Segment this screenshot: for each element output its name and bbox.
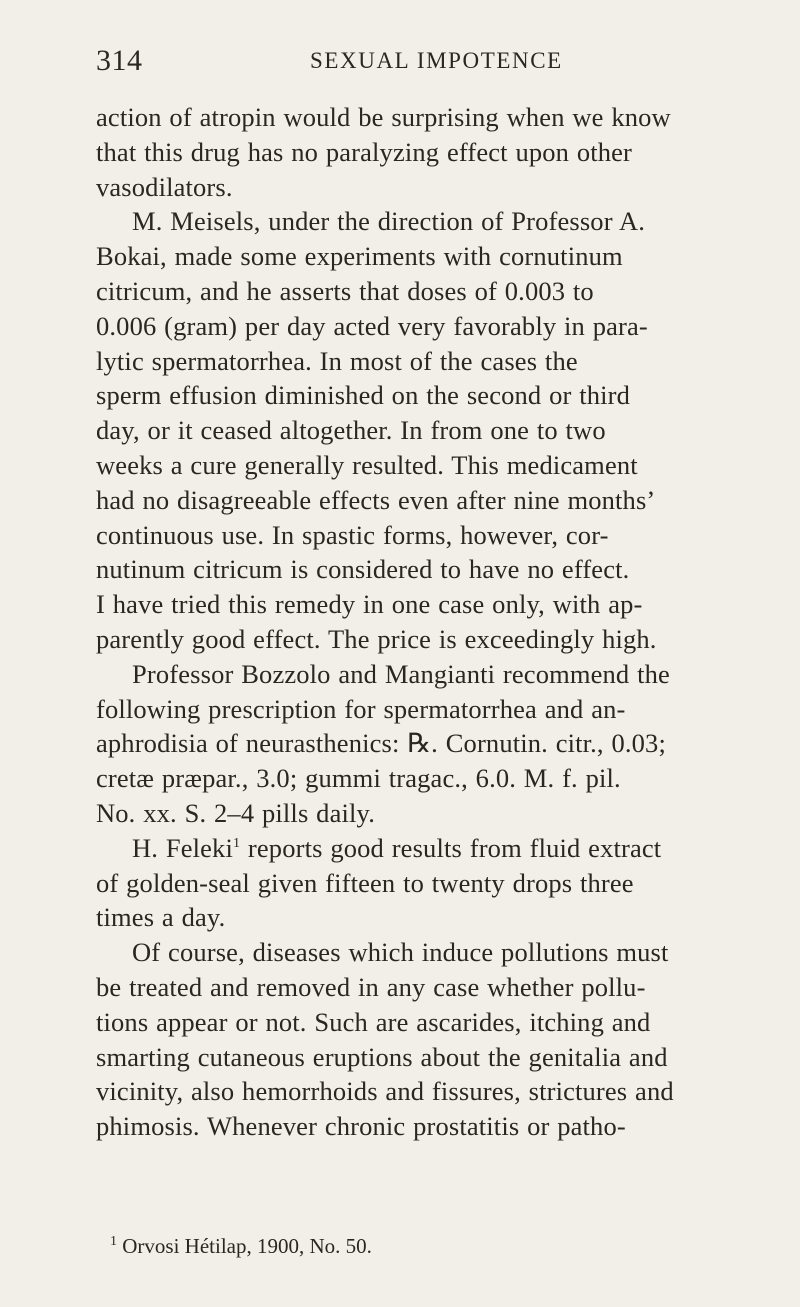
text-line: parently good effect. The price is exceedingly high.: [96, 623, 657, 654]
footnote: [96, 1232, 700, 1260]
text-line: continuous use. In spastic forms, however, cor-: [96, 519, 609, 550]
paragraph-start-line: [96, 831, 800, 866]
text-line: sperm effusion diminished on the second or third: [96, 380, 631, 411]
footnote-marker: 1: [110, 1234, 117, 1249]
text-line: I have tried this remedy in one case only, with ap-: [96, 589, 643, 620]
paragraph-start-line: Of course, diseases which induce pollutions must: [132, 937, 669, 968]
text-line: times a day.: [96, 902, 226, 933]
text-line: vasodilators.: [96, 171, 233, 202]
text-line: nutinum citricum is considered to have no effect.: [96, 554, 630, 585]
text-line: lytic spermatorrhea. In most of the cases the: [96, 345, 578, 376]
paragraph-start-line: M. Meisels, under the direction of Professor A.: [132, 206, 646, 237]
text-line: weeks a cure generally resulted. This medicament: [96, 449, 638, 480]
text-line: action of atropin would be surprising when we know: [96, 102, 671, 132]
feleki-name: H. Feleki: [132, 832, 233, 863]
paragraph-start-line: Professor Bozzolo and Mangianti recommend the: [132, 658, 670, 689]
text-line: 0.006 (gram) per day acted very favorably in para-: [96, 310, 648, 341]
text-line: day, or it ceased altogether. In from one to two: [96, 415, 606, 446]
text-line: citricum, and he asserts that doses of 0.003 to: [96, 275, 594, 306]
text-line: be treated and removed in any case whether pollu-: [96, 971, 646, 1002]
running-head: SEXUAL IMPOTENCE: [310, 48, 563, 73]
footnote-text: Orvosi Hétilap, 1900, No. 50.: [117, 1234, 372, 1258]
text-line: No. xx. S. 2–4 pills daily.: [96, 797, 375, 828]
page-number: 314: [96, 44, 143, 77]
text-line: of golden-seal given fifteen to twenty drops three: [96, 867, 634, 898]
text-line: had no disagreeable effects even after nine months’: [96, 484, 656, 515]
text-line: phimosis. Whenever chronic prostatitis or patho-: [96, 1111, 626, 1142]
text-line: tions appear or not. Such are ascarides, itching and: [96, 1006, 651, 1037]
text-line: smarting cutaneous eruptions about the genitalia and: [96, 1041, 668, 1072]
text-line: that this drug has no paralyzing effect upon other: [96, 136, 633, 167]
footnote-reference[interactable]: 1: [232, 835, 241, 851]
footnote-line: [96, 1232, 700, 1260]
text-line: Bokai, made some experiments with cornutinum: [96, 241, 623, 272]
text-line: cretæ præpar., 3.0; gummi tragac., 6.0. M. f. pil.: [96, 763, 621, 794]
text-line: aphrodisia of neurasthenics: ℞. Cornutin. citr., 0.03;: [96, 728, 666, 759]
feleki-text: reports good results from fluid extract: [240, 832, 662, 863]
page-header: [96, 44, 700, 84]
text-line: following prescription for spermatorrhea and an-: [96, 693, 626, 724]
text-line: vicinity, also hemorrhoids and fissures, strictures and: [96, 1076, 674, 1107]
body-text: [96, 100, 800, 1144]
